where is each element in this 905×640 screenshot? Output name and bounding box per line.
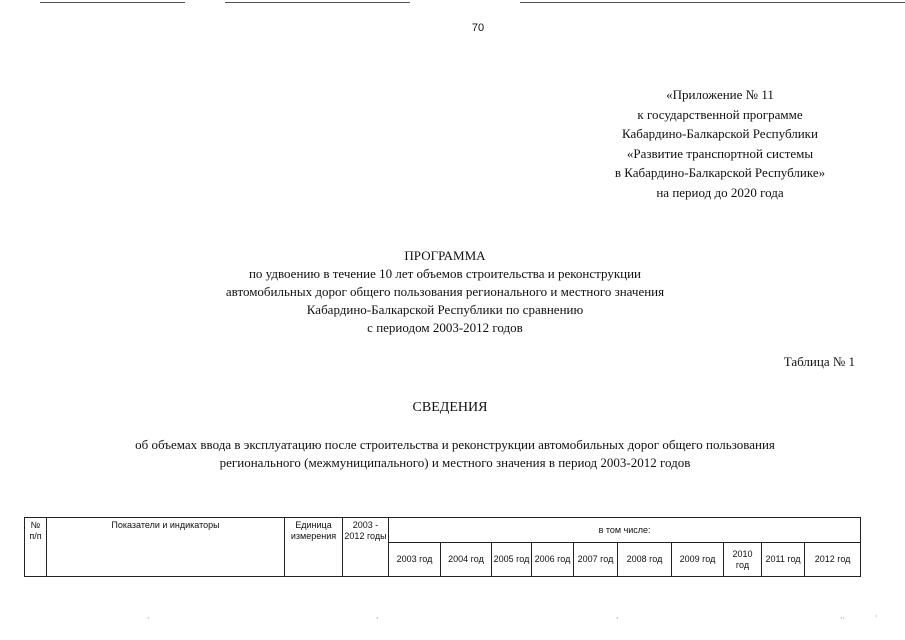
year-header: 2003 год <box>389 543 441 577</box>
table-number: Таблица № 1 <box>783 354 855 369</box>
program-subtitle-line: Кабардино-Балкарской Республики по сравнению <box>306 302 584 317</box>
year-header: 2010 год <box>724 543 762 577</box>
appendix-line: «Приложение № 11 <box>666 87 774 102</box>
program-subtitle-line: автомобильных дорог общего пользования регионального и местного значения <box>225 284 665 299</box>
appendix-line: на период до 2020 года <box>656 184 784 200</box>
page-number: 70 <box>471 22 485 34</box>
appendix-line: «Развитие транспортной системы <box>626 145 814 161</box>
scan-speck: · <box>376 614 379 623</box>
year-header: 2011 год <box>762 543 805 577</box>
scan-speck: · <box>616 614 619 623</box>
program-subtitle-line: по удвоению в течение 10 лет объемов строительства и реконструкции <box>248 266 642 281</box>
table-header-row <box>25 518 861 543</box>
svedenia-description <box>30 436 880 472</box>
col-header-total: 2003 - 2012 годы <box>343 518 389 577</box>
year-header: 2005 год <box>492 543 532 577</box>
appendix-line: к государственной программе <box>637 106 803 122</box>
svedenia-line: об объемах ввода в эксплуатацию после строительства и реконструкции автомобильных дорог общего пользования <box>135 437 775 452</box>
scan-edge-line <box>520 2 905 3</box>
program-subtitle-line: с периодом 2003-2012 годов <box>367 320 523 335</box>
year-header: 2007 год <box>574 543 618 577</box>
svedenia-line: регионального (межмуниципального) и местного значения в период 2003-2012 годов <box>219 455 691 470</box>
year-header: 2004 год <box>441 543 492 577</box>
scan-speck: ·· <box>840 614 846 623</box>
year-header: 2006 год <box>532 543 574 577</box>
col-header-unit: Единица измерения <box>285 518 343 577</box>
scan-edge-line <box>40 2 185 3</box>
appendix-line: в Кабардино-Балкарской Республике» <box>614 165 826 180</box>
year-header: 2009 год <box>672 543 724 577</box>
year-header: 2012 год <box>805 543 861 577</box>
year-header: 2008 год <box>618 543 672 577</box>
col-header-indicators: Показатели и индикаторы <box>47 518 285 577</box>
program-heading <box>140 247 750 337</box>
svedenia-title: СВЕДЕНИЯ <box>412 400 488 415</box>
scan-speck: · <box>147 614 150 623</box>
appendix-header <box>570 85 870 202</box>
col-group-header: в том числе: <box>389 518 861 543</box>
data-table <box>24 517 861 577</box>
scan-edge-line <box>225 2 410 3</box>
program-title: ПРОГРАММА <box>404 248 486 263</box>
col-header-number: № п/п <box>25 518 47 577</box>
scan-speck: · <box>875 612 878 621</box>
appendix-line: Кабардино-Балкарской Республики <box>622 126 818 141</box>
